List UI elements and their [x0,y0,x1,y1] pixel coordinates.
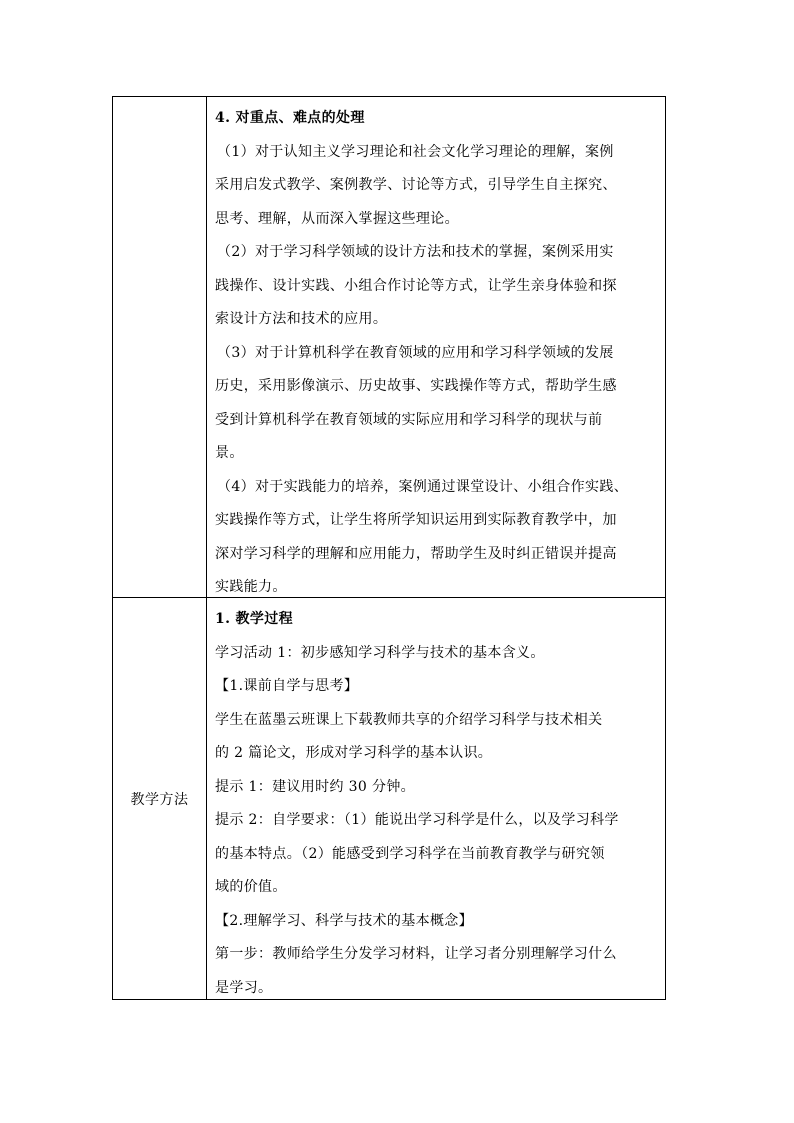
paragraph-line: 【1.课前自学与思考】 [215,678,359,694]
paragraph-line: 索设计方法和技术的应用。 [215,311,388,327]
paragraph-line: 提示 2：自学要求：（1）能说出学习科学是什么，以及学习科学 [215,812,619,828]
row-label-empty [113,97,207,597]
paragraph-line: 提示 1：建议用时约 30 分钟。 [215,778,416,795]
row-label-teaching-method: 教学方法 [113,598,207,999]
section-heading-teaching-process: 1. 教学过程 [215,611,293,627]
paragraph-line: 是学习。 [215,979,273,996]
section-heading-key-points: 4. 对重点、难点的处理 [215,110,365,126]
paragraph-line: 【2.理解学习、科学与技术的基本概念】 [215,912,474,929]
document-table [112,96,666,1000]
paragraph-line: （1）对于认知主义学习理论和社会文化学习理论的理解，案例 [217,143,614,160]
paragraph-line: 学生在蓝墨云班课上下载教师共享的介绍学习科学与技术相关 [215,711,603,728]
table-row-teaching-method [113,598,665,999]
table-row-key-points [113,97,665,598]
paragraph-line: 的 2 篇论文，形成对学习科学的基本认识。 [215,745,493,761]
paragraph-line: 受到计算机科学在教育领域的实际应用和学习科学的现状与前 [215,411,603,428]
key-points-content [207,97,665,597]
paragraph-line: 景。 [215,445,244,461]
paragraph-line: 第一步：教师给学生分发学习材料，让学习者分别理解学习什么 [215,946,617,962]
paragraph-line: 的基本特点。（2）能感受到学习科学在当前教育教学与研究领 [215,845,605,862]
paragraph-line: （3）对于计算机科学在教育领域的应用和学习科学领域的发展 [217,344,614,361]
paragraph-line: 践操作、设计实践、小组合作讨论等方式，让学生亲身体验和探 [215,277,617,294]
paragraph-line: 思考、理解，从而深入掌握这些理论。 [215,210,459,227]
paragraph-line: 深对学习科学的理解和应用能力，帮助学生及时纠正错误并提高 [215,545,617,562]
paragraph-line: 实践能力。 [215,579,287,595]
paragraph-line: 学习活动 1：初步感知学习科学与技术的基本含义。 [215,644,545,661]
paragraph-line: 实践操作等方式，让学生将所学知识运用到实际教育教学中，加 [215,512,617,528]
paragraph-line: 域的价值。 [215,879,287,895]
paragraph-line: 历史，采用影像演示、历史故事、实践操作等方式，帮助学生感 [215,378,617,394]
paragraph-line: 采用启发式教学、案例教学、讨论等方式，引导学生自主探究、 [215,177,617,193]
paragraph-line: （2）对于学习科学领域的设计方法和技术的掌握，案例采用实 [217,244,614,260]
teaching-method-content [207,598,665,999]
paragraph-line: （4）对于实践能力的培养，案例通过课堂设计、小组合作实践、 [217,478,629,495]
